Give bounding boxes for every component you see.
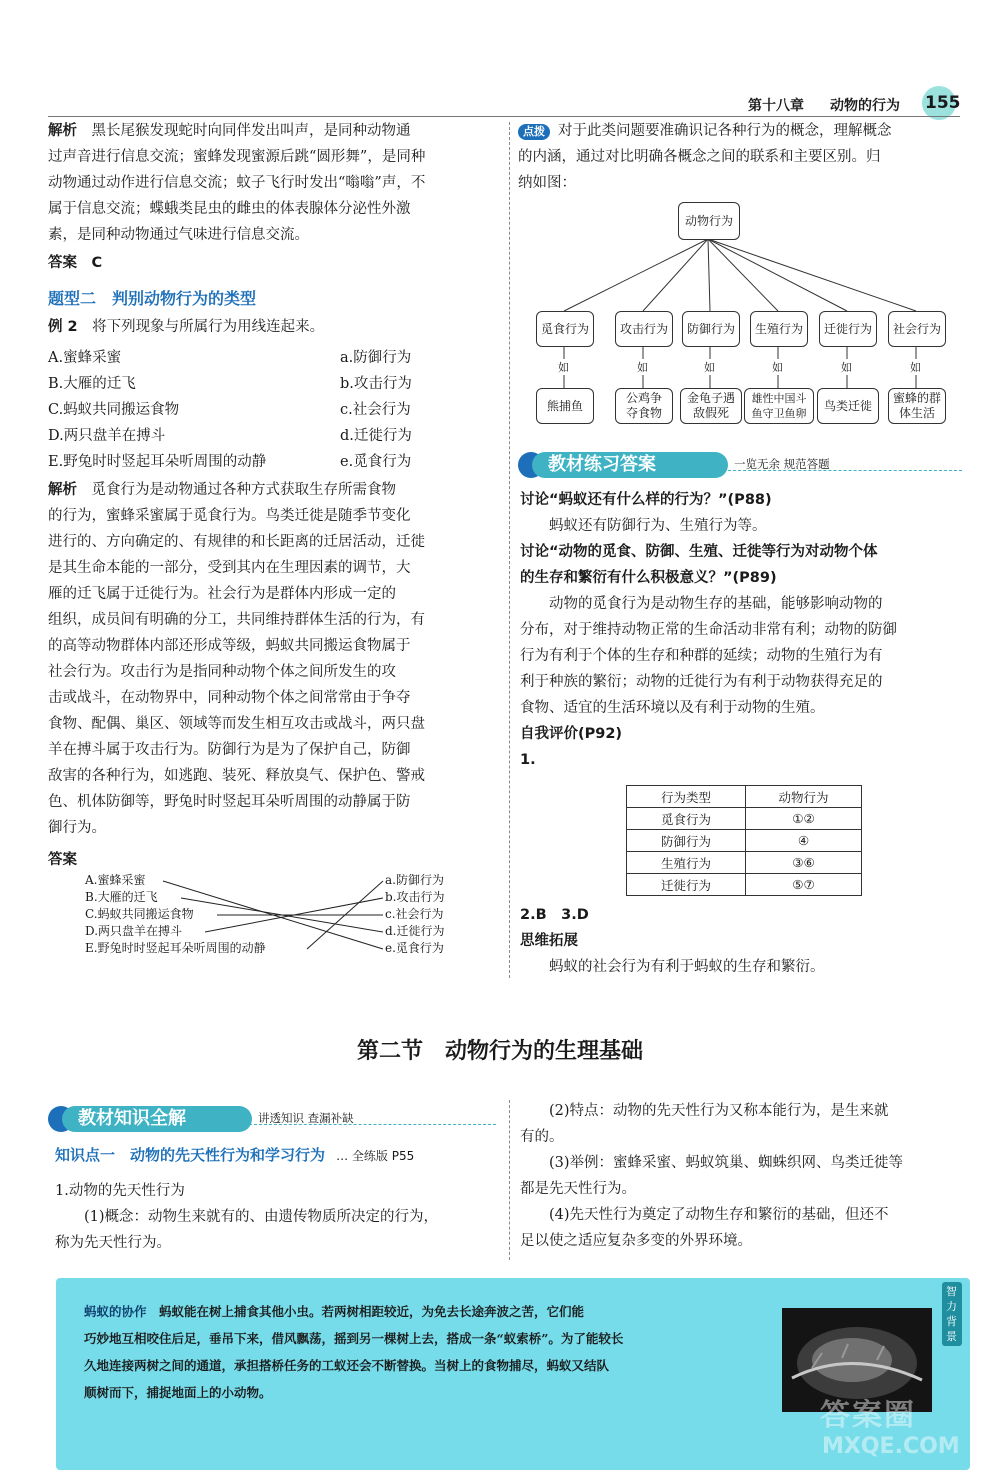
match-right-e: e.觅食行为: [340, 454, 412, 470]
zhili-line-0: [84, 1298, 784, 1325]
answer-right-e: e.觅食行为: [385, 941, 444, 955]
discussion-a2-line0: 动物的觅食行为是动物生存的基础，能够影响动物的: [549, 596, 883, 612]
tree-type-migration: 迁徙行为: [819, 311, 877, 347]
answer-right-a: a.防御行为: [385, 873, 444, 887]
discussion-a2-line2: 行为有利于个体的生存和种群的延续；动物的生殖行为有: [520, 648, 883, 664]
jiexi1-line-0: [48, 118, 498, 144]
page-number: 155: [925, 93, 961, 113]
siwei-text: 蚂蚁的社会行为有利于蚂蚁的生存和繁衍。: [549, 959, 825, 975]
jiexi2-label: 解析: [48, 482, 77, 498]
table-cell: 防御行为: [627, 830, 746, 852]
table-header-behavior: 动物行为: [746, 786, 862, 808]
jiexi2-line-12: 色、机体防御等，野兔时时竖起耳朵听周围的动静属于防: [48, 794, 411, 810]
match-left-a: A.蜜蜂采蜜: [48, 350, 122, 366]
jiexi2-line-13: 御行为。: [48, 820, 106, 836]
page-header: [0, 0, 1000, 114]
li2-text: 将下列现象与所属行为用线连起来。: [92, 319, 325, 335]
table-row: [627, 808, 862, 830]
chapter-title: 动物的行为: [830, 98, 900, 114]
jiexi2-line-9: 食物、配偶、巢区、领域等而发生相互攻击或战斗，两只盘: [48, 716, 425, 732]
discussion-a2-line3: 利于种族的繁衍；动物的迁徙行为有利于动物获得充足的: [520, 674, 883, 690]
lower-divider: [509, 1100, 510, 1260]
discussion-block: [520, 487, 965, 773]
tree-example-fighting-fish: 雄性中国斗 鱼守卫鱼卵: [744, 388, 814, 424]
behavior-table: [626, 785, 862, 896]
match-left-b: B.大雁的迁飞: [48, 376, 136, 392]
table-row: [627, 830, 862, 852]
table-cell: ④: [746, 830, 862, 852]
answer-left-e: E.野兔时时竖起耳朵听周围的动静: [85, 941, 266, 955]
match-right-c: c.社会行为: [340, 402, 411, 418]
table-row: [627, 852, 862, 874]
answer1: [48, 250, 498, 276]
header-rule: [48, 116, 960, 117]
column-divider: [509, 122, 510, 978]
tree-type-defense: 防御行为: [682, 311, 740, 347]
banner1-underline: [718, 470, 962, 471]
zhili-text: [84, 1298, 784, 1406]
lower-item3-line1: (3)举例：蜜蜂采蜜、蚂蚁筑巢、蜘蛛织网、鸟类迁徙等: [549, 1155, 904, 1171]
answer-right-d: d.迁徙行为: [385, 924, 445, 938]
tixing2-heading: 题型二 判别动物行为的类型: [48, 289, 257, 308]
tree-ru-3: 如: [772, 361, 783, 374]
zhili-line-1: 巧妙地互相咬住后足，垂吊下来，借风飘荡，摇到另一棵树上去，搭成一条“蚁索桥”。为了能较长: [84, 1331, 624, 1346]
table-header-row: [627, 786, 862, 808]
table-cell: ③⑥: [746, 852, 862, 874]
zsd1-ref: … 全练版 P55: [336, 1149, 415, 1163]
tree-ru-2: 如: [704, 361, 715, 374]
answer-right-b: b.攻击行为: [385, 890, 445, 904]
section-title-wrap: [0, 1034, 1000, 1065]
jiexi2-text-0: 觅食行为是动物通过各种方式获取生存所需食物: [91, 482, 396, 498]
dianbo-line-2: 纳如图：: [518, 175, 576, 191]
jiexi1-line-1: 过声音进行信息交流；蜜蜂发现蜜源后跳“圆形舞”，是同种: [48, 149, 426, 165]
dianbo-line-0: [518, 118, 963, 144]
jiexi1-line-4: 素，是同种动物通过气味进行信息交流。: [48, 227, 309, 243]
lower-item1: 1.动物的先天性行为: [55, 1183, 185, 1199]
answer-left-d: D.两只盘羊在搏斗: [85, 924, 183, 938]
zhili-line-3: 顺树而下，捕捉地面上的小动物。: [84, 1385, 272, 1400]
watermark-logo-text: 答案圈: [820, 1398, 916, 1433]
answer-match-diagram: [85, 872, 485, 964]
tree-ru-1: 如: [637, 361, 648, 374]
answers-2-3: 2.B 3.D: [520, 907, 589, 923]
answer1-label: 答案: [48, 255, 77, 271]
watermark-url: MXQE.COM: [822, 1434, 960, 1459]
table-cell: ①②: [746, 808, 862, 830]
jiexi2-block: [48, 477, 498, 873]
dianbo-line-1: 的内涵，通过对比明确各概念之间的联系和主要区别。归: [518, 149, 881, 165]
li2-question: [48, 314, 498, 340]
lower-item1-1-line1: (1)概念：动物生来就有的、由遗传物质所决定的行为，: [84, 1209, 439, 1225]
match-left-d: D.两只盘羊在搏斗: [48, 428, 166, 444]
match-left-c: C.蚂蚁共同搬运食物: [48, 402, 180, 418]
banner2-underline: [244, 1124, 496, 1125]
banner2-subtitle: 讲透知识 查漏补缺: [258, 1111, 354, 1125]
jiexi2-line-11: 敌害的各种行为，如逃跑、装死、释放臭气、保护色、警戒: [48, 768, 425, 784]
tree-example-bird-migration: 鸟类迁徙: [817, 388, 879, 424]
ziwo-heading: 自我评价(P92): [520, 726, 623, 742]
zsd1-heading: 知识点一 动物的先天性行为和学习行为: [55, 1146, 326, 1164]
left-column: [48, 118, 498, 340]
zsd1-heading-row: [55, 1144, 500, 1165]
tree-example-bee-colony: 蜜蜂的群 体生活: [888, 388, 946, 424]
tree-example-beetle: 金龟子遇 敌假死: [680, 388, 742, 424]
jiexi1-line-3: 属于信息交流；蝶蛾类昆虫的雌虫的体表腺体分泌性外激: [48, 201, 411, 217]
banner2-title: 教材知识全解: [78, 1108, 186, 1129]
tree-example-rooster: 公鸡争 夺食物: [615, 388, 673, 424]
tree-example-bear: 熊捕鱼: [536, 388, 594, 424]
jiexi2-line-1: 的行为，蜜蜂采蜜属于觅食行为。鸟类迁徙是随季节变化: [48, 508, 411, 524]
section-title: 第二节 动物行为的生理基础: [356, 1039, 643, 1064]
banner1-subtitle: 一览无余 规范答题: [734, 457, 830, 471]
jiexi1-label: 解析: [48, 123, 77, 139]
behavior-tree-diagram: [520, 198, 960, 428]
watermark: [812, 1390, 982, 1466]
jiexi2-line-3: 是其生命本能的一部分，受到其内在生理因素的调节，大: [48, 560, 411, 576]
tree-type-social: 社会行为: [888, 311, 946, 347]
jiexi1-line-2: 动物通过动作进行信息交流；蚊子飞行时发出“嗡嗡”声，不: [48, 175, 426, 191]
jiexi2-line-10: 羊在搏斗属于攻击行为。防御行为是为了保护自己，防御: [48, 742, 411, 758]
answer1-value: C: [91, 255, 103, 271]
dianbo-tag: 点拨: [518, 124, 550, 140]
answer-right-c: c.社会行为: [385, 907, 444, 921]
discussion-q2-line1: 讨论“动物的觅食、防御、生殖、迁徙等行为对动物个体: [520, 544, 878, 560]
zhili-side-tag-text: 智力背景: [946, 1285, 957, 1343]
table-header-type: 行为类型: [627, 786, 746, 808]
match-list: [48, 346, 488, 476]
jiexi2-line-6: 的高等动物群体内部还形成等级，蚂蚁共同搬运食物属于: [48, 638, 411, 654]
answer-left-b: B.大雁的迁飞: [85, 890, 158, 904]
discussion-q1: 讨论“蚂蚁还有什么样的行为？”(P88): [520, 492, 772, 508]
lower-item3-line2: 都是先天性行为。: [520, 1181, 636, 1197]
match-right-d: d.迁徙行为: [340, 428, 412, 444]
lower-item2-line1: (2)特点：动物的先天性行为又称本能行为，是生来就: [549, 1103, 889, 1119]
zhili-line-2: 久地连接两树之间的通道，承担搭桥任务的工蚁还会不断替换。当树上的食物捕尽，蚂蚁又结队: [84, 1358, 610, 1373]
jiexi2-line-2: 进行的、方向确定的、有规律的和长距离的迁居活动，迁徙: [48, 534, 425, 550]
banner1-title: 教材练习答案: [548, 454, 656, 475]
zhili-side-tag: [942, 1282, 962, 1346]
discussion-a1: 蚂蚁还有防御行为、生殖行为等。: [549, 518, 767, 534]
jiexi2-line-4: 雁的迁飞属于迁徙行为。社会行为是群体内形成一定的: [48, 586, 396, 602]
jiexi2-line-8: 击或战斗，在动物界中，同种动物个体之间常常由于争夺: [48, 690, 411, 706]
lower-right-text: [520, 1098, 965, 1254]
answers-block: [520, 902, 965, 980]
table-cell: 迁徙行为: [627, 874, 746, 896]
tree-root-node: 动物行为: [678, 202, 740, 240]
chapter-number: 第十八章: [748, 98, 804, 114]
discussion-a2-line4: 食物、适宜的生活环境以及有利于动物的生殖。: [520, 700, 825, 716]
tree-ru-4: 如: [841, 361, 852, 374]
table-cell: 觅食行为: [627, 808, 746, 830]
tree-ru-5: 如: [910, 361, 921, 374]
zhili-text-0: 蚂蚁能在树上捕食其他小虫。若两树相距较近，为免去长途奔波之苦，它们能: [159, 1304, 585, 1319]
table-cell: ⑤⑦: [746, 874, 862, 896]
dianbo-text-0: 对于此类问题要准确识记各种行为的概念，理解概念: [558, 123, 892, 139]
jiexi2-line-7: 社会行为。攻击行为是指同种动物个体之间所发生的攻: [48, 664, 396, 680]
jiexi2-line-0: [48, 477, 498, 503]
answer-left-a: A.蜜蜂采蜜: [85, 873, 146, 887]
match-left-e: E.野兔时时竖起耳朵听周围的动静: [48, 454, 267, 470]
li2-label: 例 2: [48, 319, 78, 335]
match-right-b: b.攻击行为: [340, 376, 412, 392]
jiexi1-text-0: 黑长尾猴发现蛇时向同伴发出叫声，是同种动物通: [91, 123, 411, 139]
jiexi2-line-5: 组织，成员间有明确的分工，共同维持群体生活的行为，有: [48, 612, 425, 628]
tree-type-attack: 攻击行为: [615, 311, 673, 347]
banner-knowledge: [48, 1104, 498, 1134]
siwei-heading: 思维拓展: [520, 933, 578, 949]
lower-item4-line2: 足以使之适应复杂多变的外界环境。: [520, 1233, 752, 1249]
dianbo-block: [518, 118, 963, 196]
table-cell: 生殖行为: [627, 852, 746, 874]
zhili-title: 蚂蚁的协作: [84, 1304, 147, 1319]
tree-type-reproduction: 生殖行为: [750, 311, 808, 347]
item-1: 1.: [520, 752, 536, 768]
answer-connect-lines: [85, 872, 485, 964]
tree-ru-0: 如: [558, 361, 569, 374]
answer-left-c: C.蚂蚁共同搬运食物: [85, 907, 194, 921]
tree-type-foraging: 觅食行为: [536, 311, 594, 347]
match-right-a: a.防御行为: [340, 350, 412, 366]
table-row: [627, 874, 862, 896]
lower-item1-1-line2: 称为先天性行为。: [55, 1235, 171, 1251]
lower-item2-line2: 有的。: [520, 1129, 564, 1145]
discussion-q2-line2: 的生存和繁衍有什么积极意义？”(P89): [520, 570, 777, 586]
discussion-a2-line1: 分布，对于维持动物正常的生命活动非常有利；动物的防御: [520, 622, 897, 638]
answer2-label: 答案: [48, 852, 77, 868]
lower-left-text: [55, 1178, 500, 1256]
lower-item4-line1: (4)先天性行为奠定了动物生存和繁衍的基础，但还不: [549, 1207, 889, 1223]
banner-textbook-answers: [518, 450, 963, 480]
